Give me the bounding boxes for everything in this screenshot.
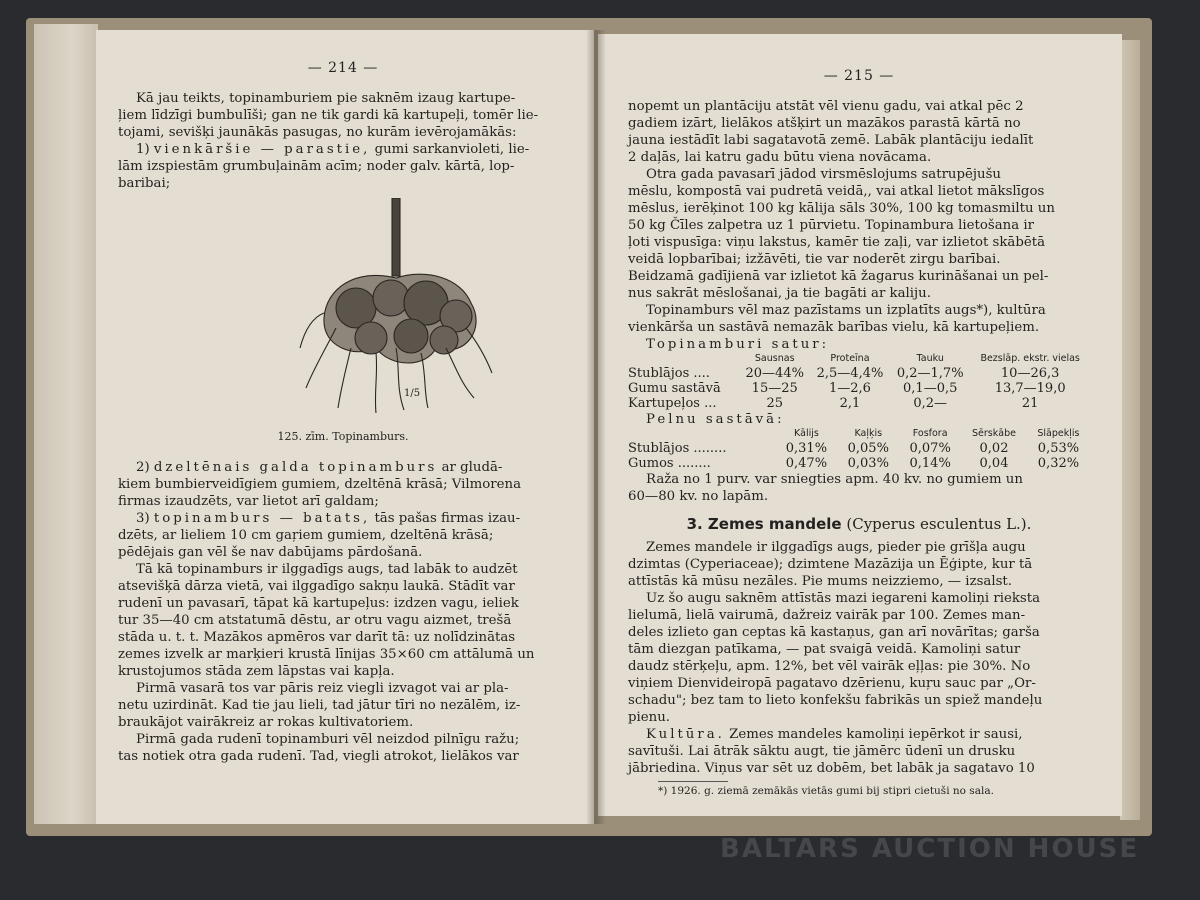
fertilizing-line: Otra gada pavasarī jādod virsmēslojums satrupējušu: [646, 167, 1001, 182]
planting-paragraph-line: Tā kā topinamburs ir ilggadīgs augs, tad labāk to audzēt: [136, 562, 518, 577]
yield-line: 60—80 kv. no lapām.: [628, 489, 769, 504]
planting-paragraph-line: atsevišķā dārza vietā, vai ilggadīgo sakņu laukā. Stādīt var: [118, 579, 515, 594]
left-intro-line: tojami, sevišķi jaunākās pasugas, no kurām ievērojamākās:: [118, 125, 517, 140]
left-page-edges: [34, 24, 98, 824]
care-paragraph-line: netu uzirdināt. Kad tie jau lieli, tad jātur tīri no nezālēm, iz-: [118, 698, 521, 713]
topinambur-illustration: [296, 198, 496, 420]
topinambur-drawing: [296, 198, 496, 420]
variety-1-line: lām izspiestām grumbuļainām acīm; noder galv. kārtā, lop-: [118, 159, 515, 174]
continuation-line: gadiem izārt, lielākos atšķirt un mazākos parastā kārtā no: [628, 116, 1021, 131]
variety-1-term: vienkāršie — parastie,: [153, 142, 371, 157]
variety-2-line: kiem bumbierveidīgiem gumiem, dzeltēnā krāsā; Vilmorena: [118, 477, 521, 492]
right-page: [598, 34, 1122, 816]
variety-3-line: dzēts, ar lieliem 10 cm gaŗiem gumiem, dzeltēnā krāsā;: [118, 528, 494, 543]
variety-1-line: baribai;: [118, 176, 171, 191]
mandele-use-line: pienu.: [628, 710, 670, 725]
mandele-intro-line: dzimtas (Cyperiaceae); dzimtene Mazāzija un Ēģipte, kur tā: [628, 557, 1033, 572]
section-heading: [628, 515, 1090, 533]
fertilizing-line: mēslus, ierēķinot 100 kg kālija sāls 30%, 100 kg tomasmiltu un: [628, 201, 1055, 216]
mandele-use-line: tām diezgan patīkama, — pat svaigā veidā. Kamoliņi satur: [628, 642, 1021, 657]
variety-2-line: firmas izaudzēts, var lietot arī galdam;: [118, 494, 379, 509]
section-heading-title: 3. Zemes mandele: [686, 515, 842, 533]
mandele-use-line: daudz stērķeļu, apm. 12%, bet vēl vairāk eļļas: pie 30%. No: [628, 659, 1031, 674]
ash-table-title: Pelnu sastāvā:: [646, 412, 785, 427]
left-page: [96, 30, 594, 824]
variety-3-term: topinamburs — batats,: [153, 511, 371, 526]
fertilizing-line: mēslu, kompostā vai pudretā veidā,, vai atkal lietot mākslīgos: [628, 184, 1045, 199]
planting-paragraph-line: stāda u. t. t. Mazākos apmēros var darīt tā: uz nolīdzinātas: [118, 630, 516, 645]
composition-table: [628, 353, 1090, 411]
care-paragraph-line: Pirmā vasarā tos var pāris reiz viegli izvagot vai ar pla-: [136, 681, 509, 696]
care-paragraph-line: braukājot vairākreiz ar rokas kultivatoriem.: [118, 715, 414, 730]
table-row: Kartupeļos ... 25 2,1 0,2— 21: [628, 396, 1039, 411]
variety-2: 2) dzeltēnais galda topinamburs ar gludā-: [136, 460, 503, 475]
left-intro-line: Kā jau teikts, topinamburiem pie saknēm izaug kartupe-: [136, 91, 516, 106]
auction-watermark: BALTARS AUCTION HOUSE: [720, 834, 1140, 864]
harvest-paragraph-line: Pirmā gada rudenī topinamburi vēl neizdod pilnīgu ražu;: [136, 732, 520, 747]
planting-paragraph-line: zemes izvelk ar marķieri krustā līnijas 35×60 cm attālumā un: [118, 647, 535, 662]
page-number-right: — 215 —: [823, 68, 895, 84]
fertilizing-line: veidā lopbarībai; izžāvēti, tie var noderēt zirgu barībai.: [628, 252, 1001, 267]
mandele-use-line: viņiem Dienvideiropā pagatavo dzērienu, kuŗu sauc par „Or-: [628, 676, 1036, 691]
table-row: Stublājos ........ 0,31% 0,05% 0,07% 0,02 0,53%: [628, 441, 1080, 456]
page-number-left: — 214 —: [307, 60, 379, 76]
kultura-term: Kultūra.: [646, 727, 725, 742]
mandele-use-line: Uz šo augu saknēm attīstās mazi iegareni kamoliņi rieksta: [646, 591, 1041, 606]
variety-2-term: dzeltēnais galda topinamburs: [153, 460, 438, 475]
variety-3: 3) topinamburs — batats, tās pašas firmas izau-: [136, 511, 521, 526]
fertilizing-line: nus sakrāt mēslošanai, ja tie bagāti ar kaliju.: [628, 286, 931, 301]
mandele-use-line: lielumā, lielā vairumā, dažreiz vairāk par 100. Zemes man-: [628, 608, 1026, 623]
culture-line: vienkārša un sastāvā nemazāk barības vielu, kā kartupeļiem.: [628, 320, 1040, 335]
table-row: Stublājos .... 20—44% 2,5—4,4% 0,2—1,7% 10—26,3: [628, 366, 1060, 381]
harvest-paragraph-line: tas notiek otra gada rudenī. Tad, viegli atrokot, lielākos var: [118, 749, 519, 764]
variety-1: 1) vienkāršie — parastie, gumi sarkanvioleti, lie-: [136, 142, 530, 157]
fertilizing-line: Beidzamā gadījienā var izlietot kā žagarus kurināšanai un pel-: [628, 269, 1049, 284]
culture-line: Topinamburs vēl maz pazīstams un izplatīts augs*), kultūra: [646, 303, 1046, 318]
variety-3-line: pēdējais gan vēl še nav dabūjams pārdošanā.: [118, 545, 423, 560]
continuation-line: jauna iestādīt labi sagatavotā zemē. Labāk plantāciju iedalīt: [628, 133, 1034, 148]
planting-paragraph-line: krustojumos stāda zem lāpstas vai kapļa.: [118, 664, 395, 679]
fertilizing-line: ļoti vispusīga: viņu lakstus, kamēr tie zaļi, var izlietot skābētā: [628, 235, 1045, 250]
ash-table: [628, 428, 1090, 471]
figure-scale-label: 1/5: [404, 388, 421, 399]
kultura-line: jābriedina. Viņus var sēt uz dobēm, bet labāk ja sagatavo 10: [628, 761, 1035, 776]
planting-paragraph-line: tur 35—40 cm atstatumā dēstu, ar otru vagu aizmet, trešā: [118, 613, 512, 628]
composition-table-title: Topinamburi satur:: [646, 337, 830, 352]
table-row: Gumu sastāvā 15—25 1—2,6 0,1—0,5 13,7—19,0: [628, 381, 1066, 396]
footnote: *) 1926. g. ziemā zemākās vietās gumi bij stipri cietuši no sala.: [658, 785, 994, 797]
section-heading-latin: (Cyperus esculentus L.).: [846, 515, 1032, 533]
book-gutter: [586, 30, 606, 824]
continuation-line: 2 daļās, lai katru gadu būtu viena novācama.: [628, 150, 932, 165]
right-page-edges: [1120, 40, 1140, 820]
mandele-intro-line: Zemes mandele ir ilggadīgs augs, pieder pie grīšļa augu: [646, 540, 1026, 555]
fertilizing-line: 50 kg Čīles zalpetra uz 1 pūrvietu. Topinambura lietošana ir: [628, 218, 1034, 233]
kultura-line: savītuši. Lai ātrāk sāktu augt, tie jāmērc ūdenī un drusku: [628, 744, 1016, 759]
left-intro-line: ļiem līdzīgi bumbulīši; gan ne tik gardi kā kartupeļi, tomēr lie-: [118, 108, 539, 123]
ash-table-header: Kālijs Kaļķis Fosfora Sērskābe Slāpekļis: [793, 428, 1080, 439]
footnote-rule: [658, 781, 728, 782]
table-row: Gumos ........ 0,47% 0,03% 0,14% 0,04 0,32%: [628, 456, 1080, 471]
continuation-line: nopemt un plantāciju atstāt vēl vienu gadu, vai atkal pēc 2: [628, 99, 1024, 114]
yield-line: Raža no 1 purv. var sniegties apm. 40 kv. no gumiem un: [646, 472, 1023, 487]
mandele-use-line: schadu"; bez tam to lieto konfekšu fabrikās un spiež mandeļu: [628, 693, 1043, 708]
figure-caption: 125. zīm. Topinamburs.: [277, 430, 409, 443]
mandele-intro-line: attīstās kā mūsu nezāles. Pie mums neizziemo, — izsalst.: [628, 574, 1012, 589]
mandele-use-line: deles izlieto gan ceptas kā kastaņus, gan arī novārītas; garša: [628, 625, 1040, 640]
kultura-line: Kultūra. Zemes mandeles kamoliņi iepērkot ir sausi,: [646, 727, 1023, 742]
composition-table-header: Sausnas Proteīna Tauku Bezslāp. ekstr. vielas: [754, 353, 1080, 364]
planting-paragraph-line: rudenī un pavasarī, tāpat kā kartupeļus: izdzen vagu, ieliek: [118, 596, 519, 611]
